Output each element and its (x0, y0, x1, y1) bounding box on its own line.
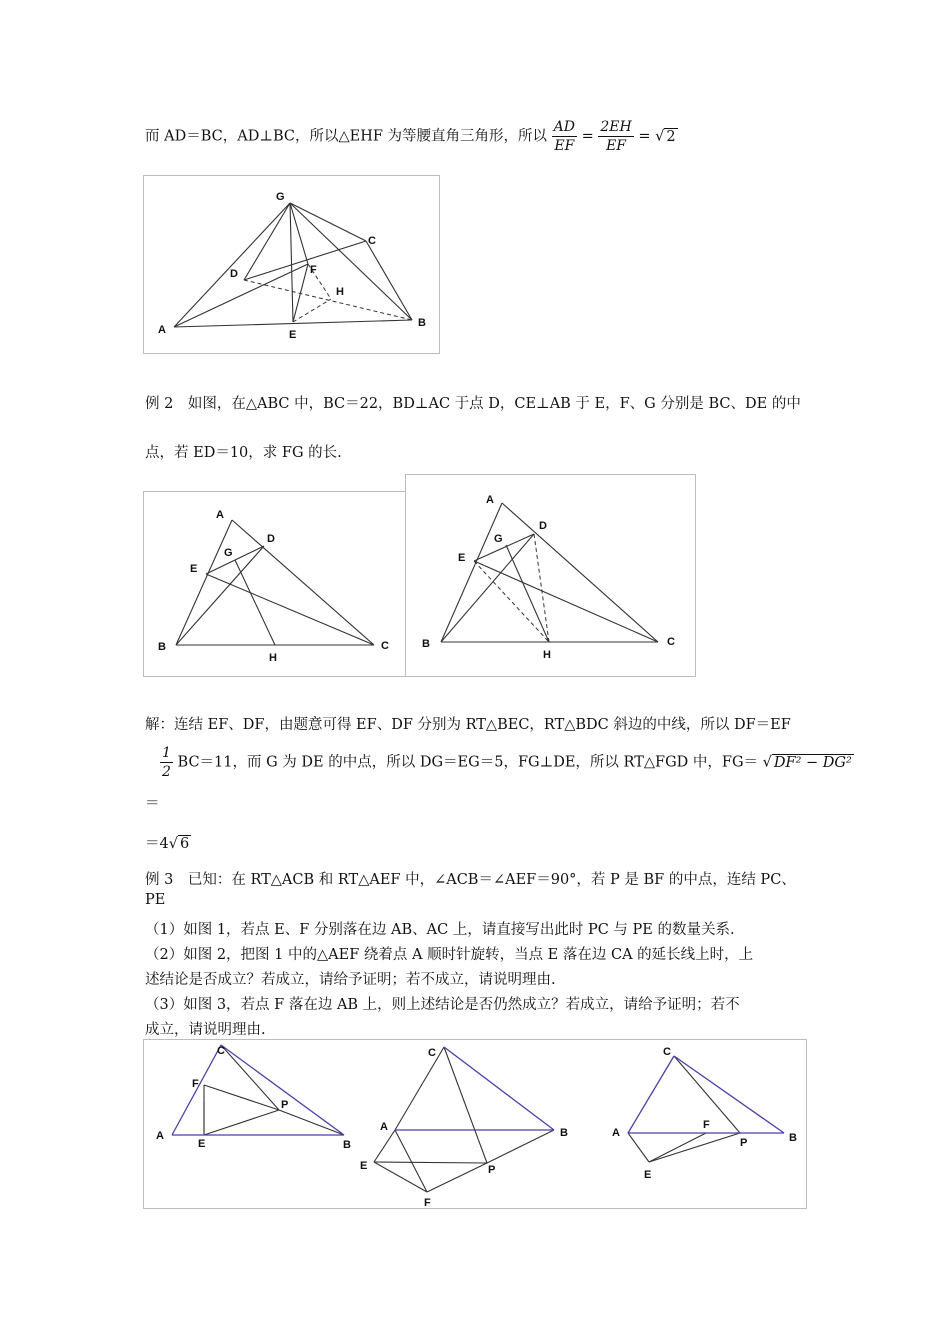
example3-line4: （2）如图 2，把图 1 中的△AEF 绕着点 A 顺时针旋转，当点 E 落在边 CA 的延长线上时，上 (145, 947, 754, 963)
label-b: B (789, 1132, 797, 1144)
figure-2-diagram (144, 492, 406, 676)
intro-text: 而 AD＝BC，AD⊥BC，所以△EHF 为等腰直角三角形，所以 (145, 128, 548, 145)
example3-line7: 成立，请说明理由. (145, 1022, 266, 1038)
label-e: E (360, 1160, 368, 1172)
equals-sign: = (638, 128, 651, 145)
example3-line6: （3）如图 3，若点 F 落在边 AB 上，则上述结论是否仍然成立？若成立，请给予证明；若不 (145, 997, 740, 1013)
label-a: A (486, 494, 494, 506)
label-a: A (380, 1121, 388, 1133)
figure-4 (143, 1039, 807, 1209)
label-p: P (281, 1099, 289, 1111)
example3-line2: PE (145, 892, 166, 908)
figure-3 (405, 474, 696, 677)
label-p: P (488, 1164, 496, 1176)
example2-line1: 例 2 如图，在△ABC 中，BC＝22，BD⊥AC 于点 D，CE⊥AB 于 E，F、G 分别是 BC、DE 的中 (145, 396, 801, 412)
label-e: E (198, 1138, 206, 1150)
example3-line5: 述结论是否成立？若成立，请给予证明；若不成立，请说明理由. (145, 972, 556, 988)
label-d: D (230, 268, 238, 280)
example3-line1: 例 3 已知：在 RT△ACB 和 RT△AEF 中，∠ACB＝∠AEF＝90°，若 P 是 BF 的中点，连结 PC、 (145, 872, 796, 888)
label-h: H (543, 649, 551, 661)
label-g: G (276, 191, 285, 203)
label-c: C (381, 640, 389, 652)
fraction-ad-ef (552, 118, 577, 155)
label-c: C (217, 1045, 225, 1057)
label-a: A (156, 1130, 164, 1142)
solution-line3: ＝ (145, 796, 160, 812)
equals-sign: = (581, 128, 594, 145)
label-b: B (343, 1139, 351, 1151)
sqrt-symbol: √ (655, 128, 665, 145)
figure-3-diagram (406, 475, 695, 676)
label-f: F (310, 264, 317, 276)
solution-line1: 解：连结 EF、DF，由题意可得 EF、DF 分别为 RT△BEC，RT△BDC 斜边的中线，所以 DF＝EF (145, 717, 791, 733)
frac-den: 2 (162, 764, 171, 780)
label-e: E (644, 1169, 652, 1181)
sqrt-expression: DF² − DG² (773, 754, 852, 771)
sqrt-value: 2 (666, 128, 676, 145)
frac-num: 2EH (600, 119, 632, 135)
label-p: P (740, 1137, 748, 1149)
label-a: A (158, 324, 166, 336)
fraction-half (160, 744, 173, 781)
label-b: B (422, 638, 430, 650)
label-f: F (192, 1078, 199, 1090)
label-b: B (560, 1127, 568, 1139)
example2-line2: 点，若 ED＝10，求 FG 的长. (145, 445, 342, 461)
label-e: E (289, 329, 297, 341)
result-prefix: ＝4 (145, 836, 169, 852)
label-c: C (368, 235, 376, 247)
figure-2 (143, 491, 407, 677)
figure-4-diagrams (144, 1040, 806, 1208)
result-sqrt: 6 (179, 836, 190, 852)
label-a: A (612, 1127, 620, 1139)
solution-line2 (160, 744, 854, 781)
example3-line3: （1）如图 1，若点 E、F 分别落在边 AB、AC 上，请直接写出此时 PC 与 PE 的数量关系. (145, 922, 735, 938)
sqrt-symbol: √ (762, 754, 772, 771)
label-a: A (216, 509, 224, 521)
label-c: C (428, 1047, 436, 1059)
label-d: D (539, 520, 547, 532)
sqrt-symbol: √ (168, 836, 178, 852)
label-c: C (667, 636, 675, 648)
label-b: B (158, 641, 166, 653)
label-g: G (224, 547, 233, 559)
label-c: C (663, 1046, 671, 1058)
fraction-2eh-ef (598, 118, 633, 155)
frac-num: 1 (162, 745, 171, 761)
intro-line (145, 118, 678, 155)
label-h: H (269, 652, 277, 664)
solution-text: BC＝11，而 G 为 DE 的中点，所以 DG＝EG＝5，FG⊥DE，所以 RT△FGD 中，FG＝ (177, 754, 759, 771)
frac-num: AD (553, 119, 575, 135)
label-f: F (424, 1197, 431, 1208)
frac-den: EF (606, 138, 626, 154)
label-e: E (458, 552, 466, 564)
frac-den: EF (554, 138, 575, 154)
solution-line4 (145, 832, 191, 853)
label-e: E (190, 563, 198, 575)
label-f: F (703, 1119, 710, 1131)
label-g: G (494, 533, 503, 545)
figure-1 (143, 175, 440, 354)
label-h: H (336, 286, 344, 298)
figure-1-diagram (144, 176, 439, 353)
label-b: B (418, 317, 426, 329)
label-d: D (267, 533, 275, 545)
